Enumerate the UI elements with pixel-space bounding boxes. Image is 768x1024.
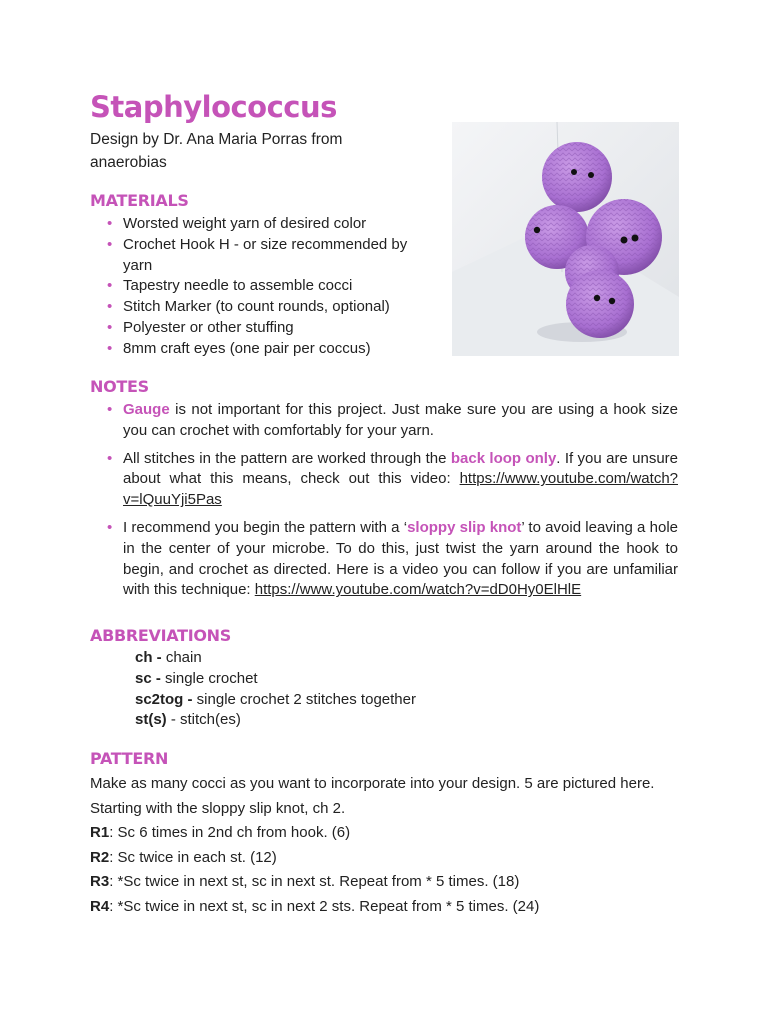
- materials-list: [106, 214, 426, 360]
- abbr-definition: - stitch(es): [166, 711, 241, 729]
- abbreviations-list: [135, 648, 416, 731]
- highlight-term: back loop only: [450, 449, 557, 467]
- abbr-definition: single crochet: [160, 669, 258, 687]
- list-item: [135, 648, 416, 669]
- video-link[interactable]: https://www.youtube.com/watch?v=lQuuYji5Pas: [123, 470, 678, 509]
- note-text: . If you are unsure about what this means, check out this video:: [123, 449, 679, 488]
- pattern-body: [90, 772, 690, 919]
- list-item: • 8mm craft eyes (one pair per coccus): [106, 339, 426, 360]
- round-label: R2: [90, 848, 110, 866]
- pattern-round: [90, 846, 690, 871]
- round-text: : Sc twice in each st. (12): [109, 848, 277, 866]
- list-item: [135, 669, 416, 690]
- note-back-loop: [106, 449, 678, 511]
- crocheted-staphylococcus-photo: [452, 122, 679, 356]
- list-item: [135, 690, 416, 711]
- highlight-term: Gauge: [123, 401, 170, 418]
- note-text: I recommend you begin the pattern with a ‘: [123, 518, 408, 536]
- note-gauge: [106, 400, 678, 442]
- abbreviations-heading: ABBREVIATIONS: [90, 626, 231, 645]
- pattern-heading: PATTERN: [90, 749, 169, 768]
- list-item: [135, 710, 416, 731]
- list-item: • Crochet Hook H - or size recommended by yarn: [106, 235, 426, 277]
- abbr-definition: chain: [161, 649, 202, 666]
- notes-list: [106, 400, 678, 608]
- note-text: ’ to avoid leaving a hole in the center of your microbe. To do this, just twist the yarn around the hook to begin, and crochet as directed. Here is a video you can follow if you are unfamiliar with this technique:: [123, 518, 678, 599]
- round-label: R4: [90, 897, 110, 915]
- coccus-top: [542, 142, 612, 212]
- abbr-definition: single crochet 2 stitches together: [192, 690, 416, 708]
- list-item: • Worsted weight yarn of desired color: [106, 214, 426, 235]
- page-title: Staphylococcus: [90, 90, 337, 124]
- materials-heading: MATERIALS: [90, 191, 189, 210]
- photo-illustration: [452, 122, 679, 356]
- byline: Design by Dr. Ana Maria Porras from anaerobias: [90, 131, 343, 171]
- pattern-round: [90, 895, 690, 920]
- coccus-bottom: [566, 270, 634, 338]
- note-text: All stitches in the pattern are worked through the: [123, 449, 451, 467]
- round-label: R3: [90, 873, 110, 890]
- pattern-round: [90, 870, 690, 895]
- abbr-term: ch -: [135, 649, 162, 666]
- abbr-term: sc2tog -: [135, 690, 193, 708]
- notes-heading: NOTES: [90, 377, 149, 396]
- pattern-start: Starting with the sloppy slip knot, ch 2.: [90, 799, 346, 817]
- abbr-term: st(s): [135, 711, 167, 729]
- note-slip-knot: [106, 518, 678, 601]
- pattern-round: [90, 821, 690, 846]
- video-link[interactable]: https://www.youtube.com/watch?v=dD0Hy0ElHlE: [254, 581, 582, 599]
- highlight-term: sloppy slip knot: [407, 518, 522, 536]
- round-label: R1: [90, 824, 110, 841]
- list-item: • Polyester or other stuffing: [106, 318, 426, 339]
- round-text: : *Sc twice in next st, sc in next 2 sts. Repeat from * 5 times. (24): [109, 897, 540, 915]
- list-item: • Tapestry needle to assemble cocci: [106, 276, 426, 297]
- round-text: : *Sc twice in next st, sc in next st. Repeat from * 5 times. (18): [109, 873, 520, 890]
- pattern-intro: Make as many cocci as you want to incorporate into your design. 5 are pictured here.: [90, 775, 655, 792]
- abbr-term: sc -: [135, 669, 161, 687]
- note-text: is not important for this project. Just make sure you are using a hook size you can crochet with comfortably for your yarn.: [123, 401, 678, 439]
- round-text: : Sc 6 times in 2nd ch from hook. (6): [109, 824, 351, 841]
- list-item: • Stitch Marker (to count rounds, optional): [106, 297, 426, 318]
